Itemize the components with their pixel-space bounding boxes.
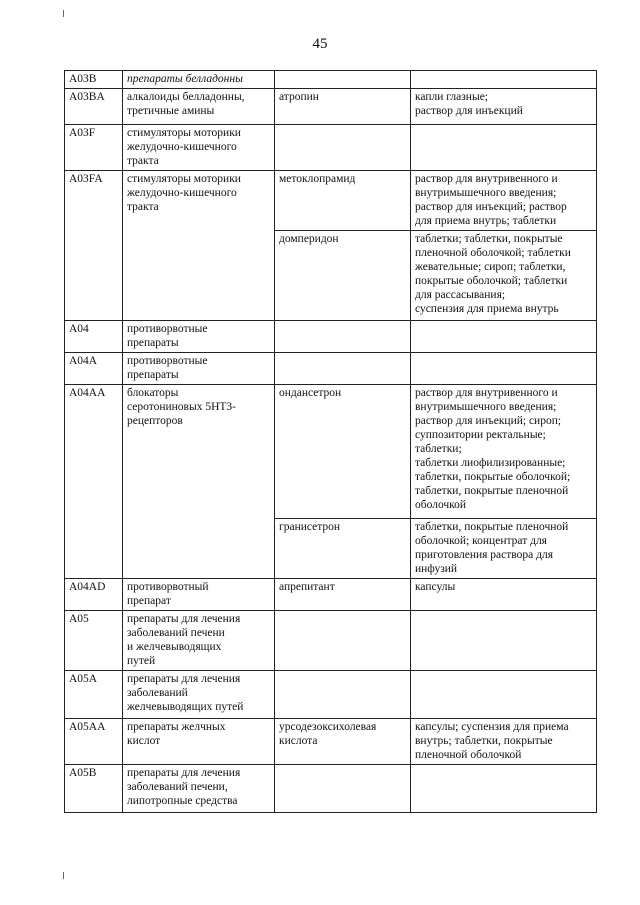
dosage-form-cell: таблетки; таблетки, покрытые пленочной оболочкой; таблетки жевательные; сироп; таблетки, покрытые оболочкой; таблетки для рассасывания; суспензия для приема внутрь (411, 231, 597, 321)
page-number: 45 (312, 36, 328, 52)
table-row (65, 89, 597, 125)
atc-code-cell: A05AA (65, 719, 123, 765)
dosage-form-cell: капли глазные; раствор для инъекций (411, 89, 597, 125)
drug-name-cell (275, 71, 411, 89)
atc-code-cell: A04 (65, 321, 123, 353)
atc-group-cell: препараты для лечения заболеваний печени и желчевыводящих путей (123, 611, 275, 671)
table-row (65, 125, 597, 171)
atc-code-cell: A03F (65, 125, 123, 171)
atc-group-cell: противорвотные препараты (123, 321, 275, 353)
atc-group-cell: противорвотные препараты (123, 353, 275, 385)
drug-name-cell (275, 321, 411, 353)
atc-group-cell: препараты для лечения заболеваний желчевыводящих путей (123, 671, 275, 719)
dosage-form-cell: капсулы; суспензия для приема внутрь; таблетки, покрытые пленочной оболочкой (411, 719, 597, 765)
atc-group-cell: препараты для лечения заболеваний печени, липотропные средства (123, 765, 275, 813)
drug-name-cell: гранисетрон (275, 519, 411, 579)
atc-group-cell: препараты белладонны (123, 71, 275, 89)
atc-group-cell: блокаторы серотониновых 5HT3- рецепторов (123, 385, 275, 579)
drug-name-cell: ондансетрон (275, 385, 411, 519)
dosage-form-cell (411, 353, 597, 385)
table-body (65, 71, 597, 813)
dosage-form-cell (411, 671, 597, 719)
dosage-form-cell: раствор для внутривенного и внутримышечного введения; раствор для инъекций; раствор для приема внутрь; таблетки (411, 171, 597, 231)
drug-name-cell: атропин (275, 89, 411, 125)
table-row (65, 765, 597, 813)
atc-code-cell: A03FA (65, 171, 123, 321)
scan-edge-mark-bottom (63, 872, 64, 879)
table-row (65, 385, 597, 519)
table-row (65, 671, 597, 719)
table-row (65, 171, 597, 231)
drug-name-cell: апрепитант (275, 579, 411, 611)
atc-code-cell: A03BA (65, 89, 123, 125)
atc-group-cell: стимуляторы моторики желудочно-кишечного тракта (123, 125, 275, 171)
table-row (65, 719, 597, 765)
dosage-form-cell (411, 321, 597, 353)
dosage-form-cell (411, 611, 597, 671)
drug-name-cell (275, 611, 411, 671)
dosage-form-cell (411, 765, 597, 813)
table-row (65, 353, 597, 385)
table-row (65, 611, 597, 671)
atc-drug-table (64, 70, 597, 813)
dosage-form-cell (411, 71, 597, 89)
dosage-form-cell: раствор для внутривенного и внутримышечного введения; раствор для инъекций; сироп; суппозитории ректальные; таблетки; таблетки лиофилизированные; таблетки, покрытые оболочкой; таблетки, покрытые пленочной оболочкой (411, 385, 597, 519)
atc-code-cell: A03B (65, 71, 123, 89)
dosage-form-cell: капсулы (411, 579, 597, 611)
dosage-form-cell: таблетки, покрытые пленочной оболочкой; концентрат для приготовления раствора для инфузий (411, 519, 597, 579)
table-row (65, 579, 597, 611)
dosage-form-cell (411, 125, 597, 171)
atc-group-cell: стимуляторы моторики желудочно-кишечного тракта (123, 171, 275, 321)
atc-code-cell: A04AA (65, 385, 123, 579)
drug-name-cell (275, 765, 411, 813)
drug-name-cell: домперидон (275, 231, 411, 321)
table-row (65, 321, 597, 353)
atc-group-cell: алкалоиды белладонны, третичные амины (123, 89, 275, 125)
atc-code-cell: A04AD (65, 579, 123, 611)
drug-name-cell (275, 671, 411, 719)
atc-group-cell: противорвотный препарат (123, 579, 275, 611)
atc-code-cell: A04A (65, 353, 123, 385)
drug-name-cell: урсодезоксихолевая кислота (275, 719, 411, 765)
atc-code-cell: A05A (65, 671, 123, 719)
scan-edge-mark-top (63, 10, 64, 17)
drug-name-cell (275, 125, 411, 171)
drug-name-cell: метоклопрамид (275, 171, 411, 231)
drug-name-cell (275, 353, 411, 385)
table-row (65, 71, 597, 89)
atc-code-cell: A05B (65, 765, 123, 813)
atc-group-cell: препараты желчных кислот (123, 719, 275, 765)
atc-code-cell: A05 (65, 611, 123, 671)
